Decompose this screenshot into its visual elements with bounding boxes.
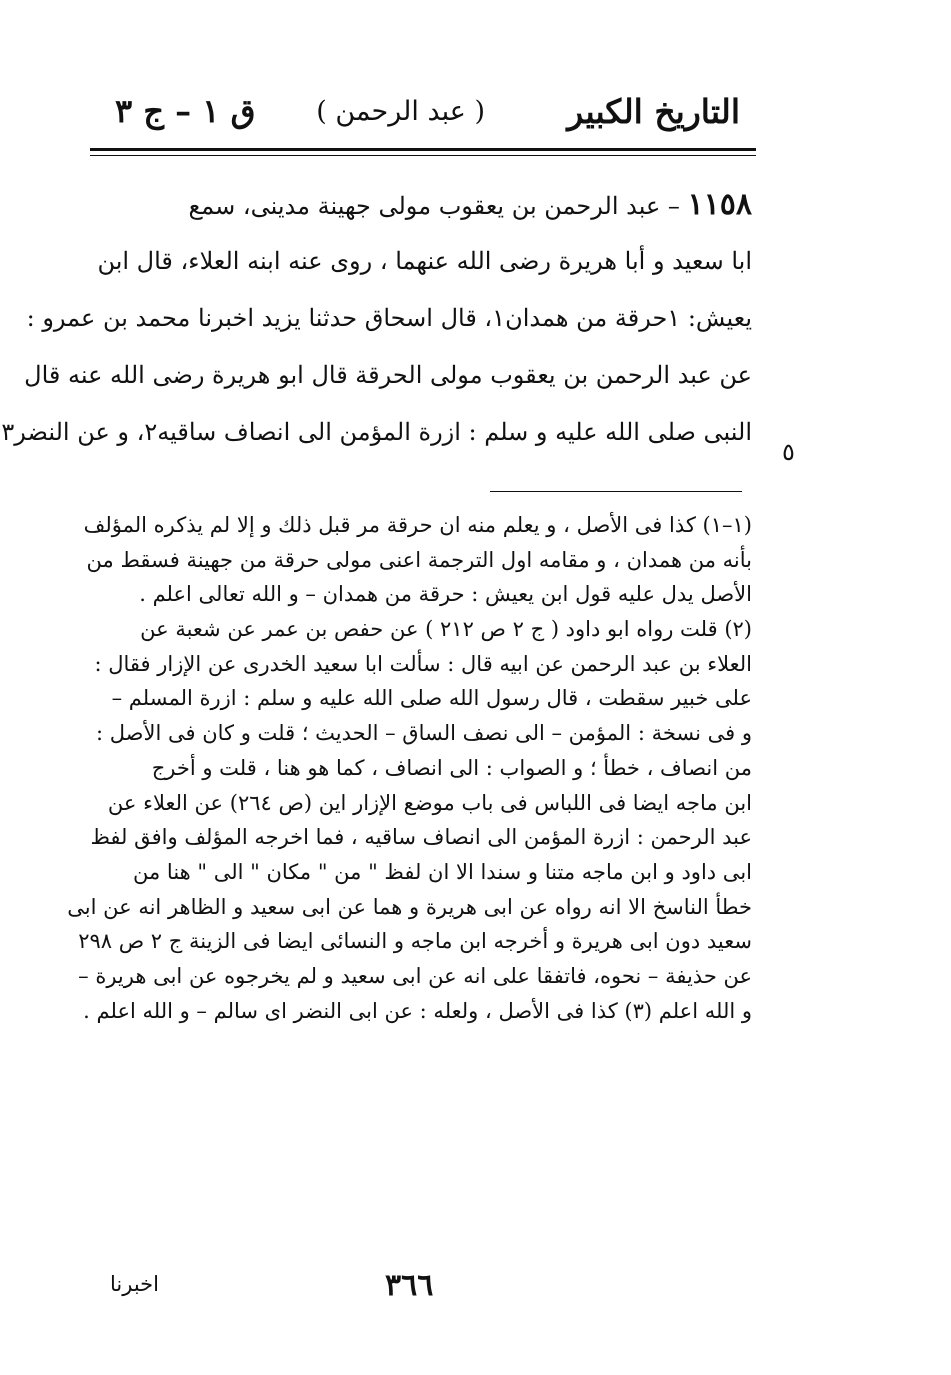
main-line-text: – عبد الرحمن بن يعقوب مولى جهينة مدينى، سمع: [188, 192, 688, 220]
book-title: التاريخ الكبير: [567, 92, 740, 131]
footnote-line: و فى نسخة : المؤمن – الى نصف الساق – الحديث ؛ قلت و كان فى الأصل :: [96, 721, 752, 746]
footnote-separator: [490, 491, 742, 492]
main-line: [102, 176, 752, 233]
catchword: اخبرنا: [110, 1272, 159, 1296]
footnote-line: على خبير سقطت ، قال رسول الله صلى الله عليه و سلم : ازرة المسلم –: [111, 686, 752, 711]
footnotes: [67, 508, 752, 1028]
entry-number: ١١٥٨: [687, 187, 752, 222]
footnote-line: (١–١) كذا فى الأصل ، و يعلم منه ان حرقة مر قبل ذلك و إلا لم يذكره المؤلف: [83, 513, 752, 537]
footnote-line: ابن ماجه ايضا فى اللباس فى باب موضع الإزار اين (ص ٢٦٤) عن العلاء عن: [107, 790, 752, 815]
main-text: [1, 176, 752, 461]
footnote-line: سعيد دون ابى هريرة و أخرجه ابن ماجه و النسائى ايضا فى الزينة ج ٢ ص ٢٩٨: [78, 929, 752, 954]
page-footer: [100, 1268, 752, 1308]
footnote-line: العلاء بن عبد الرحمن عن ابيه قال : سألت ابا سعيد الخدرى عن الإزار فقال :: [94, 651, 752, 676]
footnote-line: خطأ الناسخ الا انه رواه عن ابى هريرة و هما عن ابى سعيد و الظاهر انه عن ابى: [67, 894, 752, 919]
page-number: ٣٦٦: [385, 1268, 434, 1303]
footnote-line: الأصل يدل عليه قول ابن يعيش : حرقة من همدان – و الله تعالى اعلم .: [139, 582, 752, 607]
footnote-line: من انصاف ، خطأ ؛ و الصواب : الى انصاف ، كما هو هنا ، قلت و أخرج: [151, 755, 752, 780]
header-rule-thin: [90, 155, 756, 156]
entry-name: ( عبد الرحمن ): [316, 96, 485, 127]
running-header: [100, 92, 750, 142]
footnote-line: (٢) قلت رواه ابو داود ( ج ٢ ص ٢١٢ ) عن حفص بن عمر عن شعبة عن: [140, 617, 752, 642]
line-margin-number: ٥: [782, 438, 795, 466]
volume-indicator: ق ١ – ج ٣: [115, 92, 256, 130]
footnote-line: و الله اعلم (٣) كذا فى الأصل ، ولعله : عن ابى النضر اى سالم – و الله اعلم .: [83, 998, 752, 1023]
footnote-line: عن حذيفة – نحوه، فاتفقا على انه عن ابى سعيد و لم يخرجوه عن ابى هريرة –: [78, 963, 752, 988]
main-line: النبى صلى الله عليه و سلم : ازرة المؤمن الى انصاف ساقيه٢، و عن النضر٣: [1, 418, 752, 446]
main-line: ابا سعيد و أبا هريرة رضى الله عنهما ، روى عنه ابنه العلاء، قال ابن: [97, 247, 752, 275]
footnote-line: عبد الرحمن : ازرة المؤمن الى انصاف ساقيه ، فما اخرجه المؤلف وافق لفظ: [90, 825, 752, 850]
footnote-line: ابى داود و ابن ماجه متنا و سندا الا ان لفظ " من " مكان " الى " هنا من: [133, 859, 752, 884]
main-line: يعيش: ١حرقة من همدان١، قال اسحاق حدثنا يزيد اخبرنا محمد بن عمرو :: [26, 304, 752, 332]
header-rule: [90, 148, 756, 151]
main-line: عن عبد الرحمن بن يعقوب مولى الحرقة قال ابو هريرة رضى الله عنه قال: [24, 361, 752, 389]
footnote-line: بأنه من همدان ، و مقامه اول الترجمة اعنى مولى حرقة من جهينة فسقط من: [86, 547, 752, 572]
